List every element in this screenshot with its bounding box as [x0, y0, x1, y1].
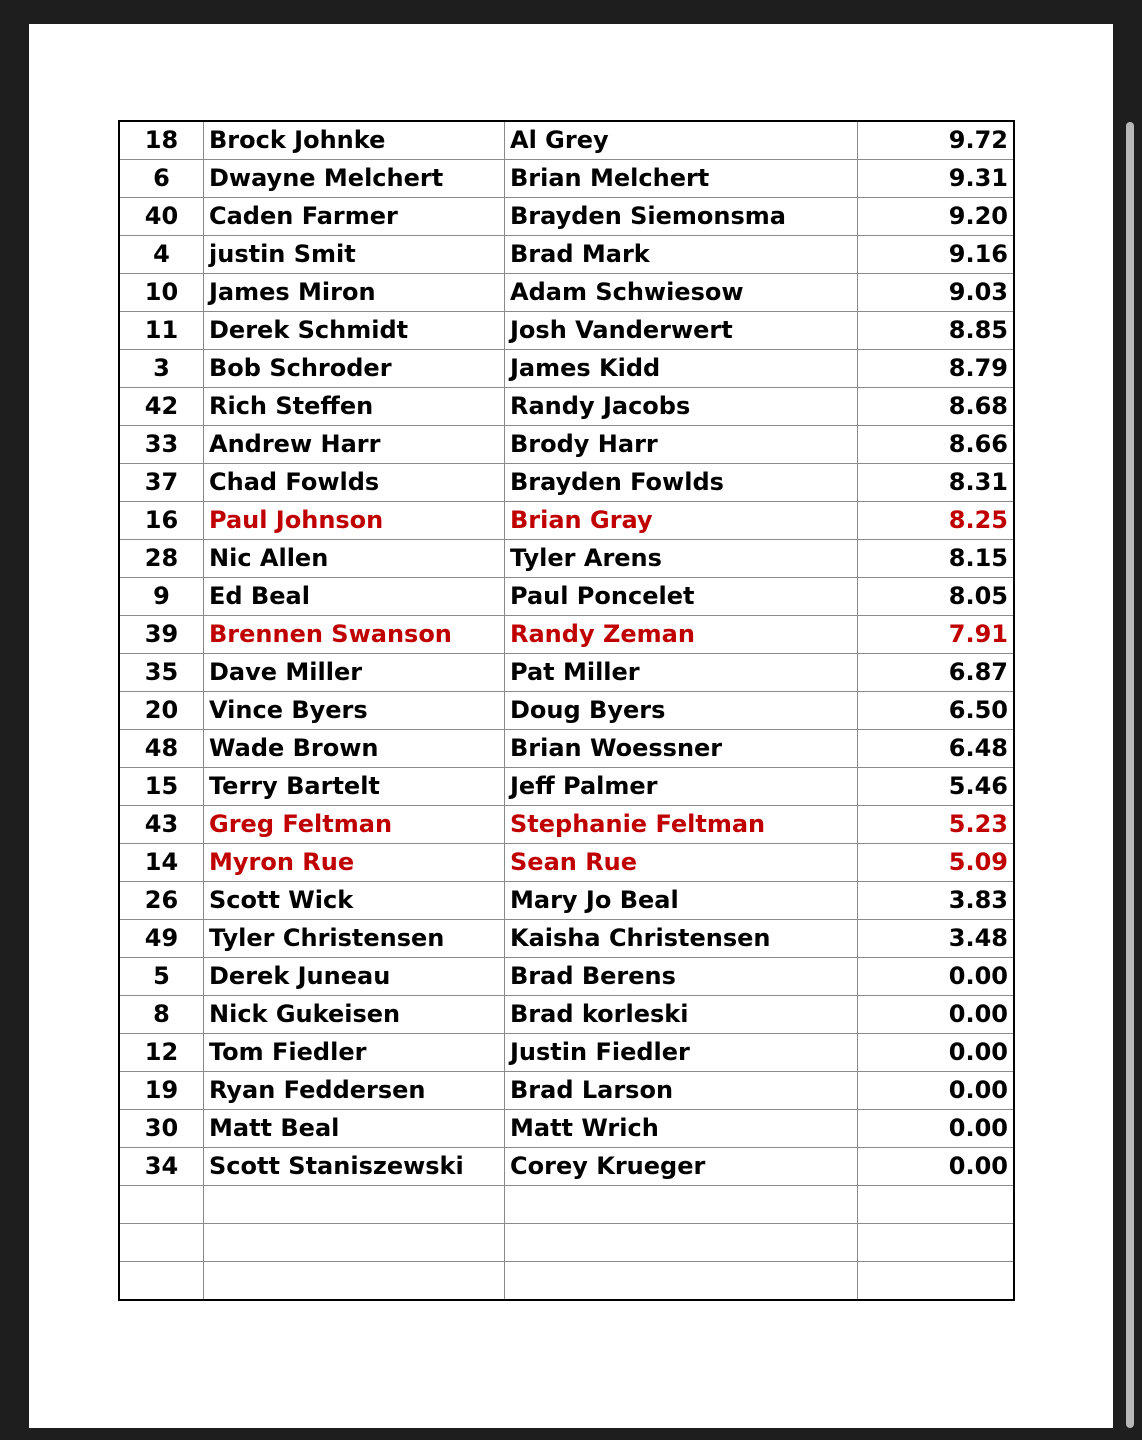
player1-name-cell [204, 1186, 505, 1224]
score-cell [858, 1186, 1015, 1224]
score-cell [858, 1262, 1015, 1301]
player1-name-cell: Greg Feltman [204, 806, 505, 844]
table-row [119, 996, 1014, 1034]
player1-name-cell [204, 1262, 505, 1301]
player1-name-cell: justin Smit [204, 236, 505, 274]
team-number-cell: 6 [119, 160, 204, 198]
player2-name-cell [505, 1224, 858, 1262]
player2-name-cell: Brian Melchert [505, 160, 858, 198]
score-cell: 3.83 [858, 882, 1015, 920]
player1-name-cell: Matt Beal [204, 1110, 505, 1148]
team-number-cell [119, 1186, 204, 1224]
score-cell [858, 1224, 1015, 1262]
team-number-cell: 16 [119, 502, 204, 540]
player1-name-cell: James Miron [204, 274, 505, 312]
table-row [119, 1072, 1014, 1110]
scores-table [118, 120, 1015, 1301]
team-number-cell: 14 [119, 844, 204, 882]
player2-name-cell: Matt Wrich [505, 1110, 858, 1148]
player1-name-cell: Brock Johnke [204, 121, 505, 160]
team-number-cell: 49 [119, 920, 204, 958]
player1-name-cell: Brennen Swanson [204, 616, 505, 654]
player2-name-cell: Corey Krueger [505, 1148, 858, 1186]
player1-name-cell: Vince Byers [204, 692, 505, 730]
player1-name-cell: Derek Schmidt [204, 312, 505, 350]
player1-name-cell: Scott Wick [204, 882, 505, 920]
player1-name-cell: Terry Bartelt [204, 768, 505, 806]
score-cell: 6.50 [858, 692, 1015, 730]
team-number-cell: 9 [119, 578, 204, 616]
table-row [119, 540, 1014, 578]
player2-name-cell: Brayden Fowlds [505, 464, 858, 502]
player1-name-cell: Ed Beal [204, 578, 505, 616]
team-number-cell: 8 [119, 996, 204, 1034]
table-row [119, 844, 1014, 882]
player1-name-cell: Chad Fowlds [204, 464, 505, 502]
table-row [119, 160, 1014, 198]
player2-name-cell: Brayden Siemonsma [505, 198, 858, 236]
player1-name-cell: Caden Farmer [204, 198, 505, 236]
score-cell: 9.03 [858, 274, 1015, 312]
team-number-cell: 34 [119, 1148, 204, 1186]
player2-name-cell: Brian Gray [505, 502, 858, 540]
table-row [119, 388, 1014, 426]
score-cell: 0.00 [858, 1034, 1015, 1072]
player2-name-cell: Brody Harr [505, 426, 858, 464]
table-row [119, 920, 1014, 958]
team-number-cell: 20 [119, 692, 204, 730]
player2-name-cell: Sean Rue [505, 844, 858, 882]
table-row [119, 1110, 1014, 1148]
score-cell: 0.00 [858, 958, 1015, 996]
table-row [119, 121, 1014, 160]
player2-name-cell [505, 1262, 858, 1301]
score-cell: 8.15 [858, 540, 1015, 578]
table-row [119, 426, 1014, 464]
table-row [119, 198, 1014, 236]
score-cell: 8.85 [858, 312, 1015, 350]
player1-name-cell: Tom Fiedler [204, 1034, 505, 1072]
team-number-cell: 26 [119, 882, 204, 920]
player2-name-cell: Stephanie Feltman [505, 806, 858, 844]
scrollbar-thumb[interactable] [1126, 122, 1134, 1428]
score-cell: 9.72 [858, 121, 1015, 160]
player2-name-cell: Pat Miller [505, 654, 858, 692]
score-cell: 9.20 [858, 198, 1015, 236]
table-row [119, 958, 1014, 996]
player1-name-cell: Scott Staniszewski [204, 1148, 505, 1186]
player1-name-cell: Rich Steffen [204, 388, 505, 426]
player2-name-cell: James Kidd [505, 350, 858, 388]
team-number-cell: 28 [119, 540, 204, 578]
team-number-cell: 19 [119, 1072, 204, 1110]
table-row [119, 464, 1014, 502]
table-row [119, 578, 1014, 616]
score-cell: 6.87 [858, 654, 1015, 692]
player2-name-cell: Paul Poncelet [505, 578, 858, 616]
player1-name-cell: Ryan Feddersen [204, 1072, 505, 1110]
score-cell: 5.23 [858, 806, 1015, 844]
player2-name-cell: Jeff Palmer [505, 768, 858, 806]
team-number-cell: 35 [119, 654, 204, 692]
team-number-cell: 15 [119, 768, 204, 806]
team-number-cell: 30 [119, 1110, 204, 1148]
table-row [119, 502, 1014, 540]
score-cell: 0.00 [858, 996, 1015, 1034]
table-row [119, 768, 1014, 806]
player1-name-cell: Tyler Christensen [204, 920, 505, 958]
player1-name-cell: Andrew Harr [204, 426, 505, 464]
score-cell: 8.68 [858, 388, 1015, 426]
team-number-cell: 48 [119, 730, 204, 768]
score-cell: 0.00 [858, 1148, 1015, 1186]
player2-name-cell: Brad Berens [505, 958, 858, 996]
score-cell: 6.48 [858, 730, 1015, 768]
score-cell: 0.00 [858, 1110, 1015, 1148]
score-cell: 8.05 [858, 578, 1015, 616]
player1-name-cell: Wade Brown [204, 730, 505, 768]
table-row [119, 1034, 1014, 1072]
table-row [119, 1186, 1014, 1224]
score-cell: 5.46 [858, 768, 1015, 806]
player2-name-cell: Al Grey [505, 121, 858, 160]
score-cell: 3.48 [858, 920, 1015, 958]
team-number-cell [119, 1262, 204, 1301]
score-cell: 0.00 [858, 1072, 1015, 1110]
scores-table-body [119, 121, 1014, 1300]
score-cell: 8.25 [858, 502, 1015, 540]
player1-name-cell [204, 1224, 505, 1262]
score-cell: 9.31 [858, 160, 1015, 198]
player2-name-cell: Mary Jo Beal [505, 882, 858, 920]
team-number-cell: 4 [119, 236, 204, 274]
player1-name-cell: Nick Gukeisen [204, 996, 505, 1034]
player2-name-cell: Brian Woessner [505, 730, 858, 768]
table-row [119, 1148, 1014, 1186]
player2-name-cell: Brad Mark [505, 236, 858, 274]
player2-name-cell: Doug Byers [505, 692, 858, 730]
table-row [119, 312, 1014, 350]
score-cell: 8.31 [858, 464, 1015, 502]
player2-name-cell: Brad korleski [505, 996, 858, 1034]
player1-name-cell: Myron Rue [204, 844, 505, 882]
score-cell: 8.66 [858, 426, 1015, 464]
score-cell: 7.91 [858, 616, 1015, 654]
player2-name-cell: Josh Vanderwert [505, 312, 858, 350]
team-number-cell: 39 [119, 616, 204, 654]
player1-name-cell: Dave Miller [204, 654, 505, 692]
table-row [119, 350, 1014, 388]
table-row [119, 654, 1014, 692]
team-number-cell: 40 [119, 198, 204, 236]
table-row [119, 692, 1014, 730]
table-row [119, 274, 1014, 312]
score-cell: 8.79 [858, 350, 1015, 388]
score-cell: 9.16 [858, 236, 1015, 274]
player2-name-cell: Tyler Arens [505, 540, 858, 578]
table-row [119, 1224, 1014, 1262]
team-number-cell: 43 [119, 806, 204, 844]
team-number-cell: 33 [119, 426, 204, 464]
player2-name-cell: Randy Zeman [505, 616, 858, 654]
team-number-cell: 18 [119, 121, 204, 160]
player2-name-cell: Justin Fiedler [505, 1034, 858, 1072]
player2-name-cell [505, 1186, 858, 1224]
player2-name-cell: Brad Larson [505, 1072, 858, 1110]
table-row [119, 882, 1014, 920]
team-number-cell: 42 [119, 388, 204, 426]
player2-name-cell: Randy Jacobs [505, 388, 858, 426]
team-number-cell: 5 [119, 958, 204, 996]
team-number-cell: 3 [119, 350, 204, 388]
player1-name-cell: Bob Schroder [204, 350, 505, 388]
team-number-cell: 37 [119, 464, 204, 502]
team-number-cell: 10 [119, 274, 204, 312]
table-row [119, 730, 1014, 768]
team-number-cell: 11 [119, 312, 204, 350]
player2-name-cell: Adam Schwiesow [505, 274, 858, 312]
table-row [119, 616, 1014, 654]
score-cell: 5.09 [858, 844, 1015, 882]
player1-name-cell: Dwayne Melchert [204, 160, 505, 198]
table-row [119, 806, 1014, 844]
team-number-cell [119, 1224, 204, 1262]
player1-name-cell: Paul Johnson [204, 502, 505, 540]
player1-name-cell: Nic Allen [204, 540, 505, 578]
team-number-cell: 12 [119, 1034, 204, 1072]
table-row [119, 236, 1014, 274]
table-row [119, 1262, 1014, 1301]
player1-name-cell: Derek Juneau [204, 958, 505, 996]
player2-name-cell: Kaisha Christensen [505, 920, 858, 958]
